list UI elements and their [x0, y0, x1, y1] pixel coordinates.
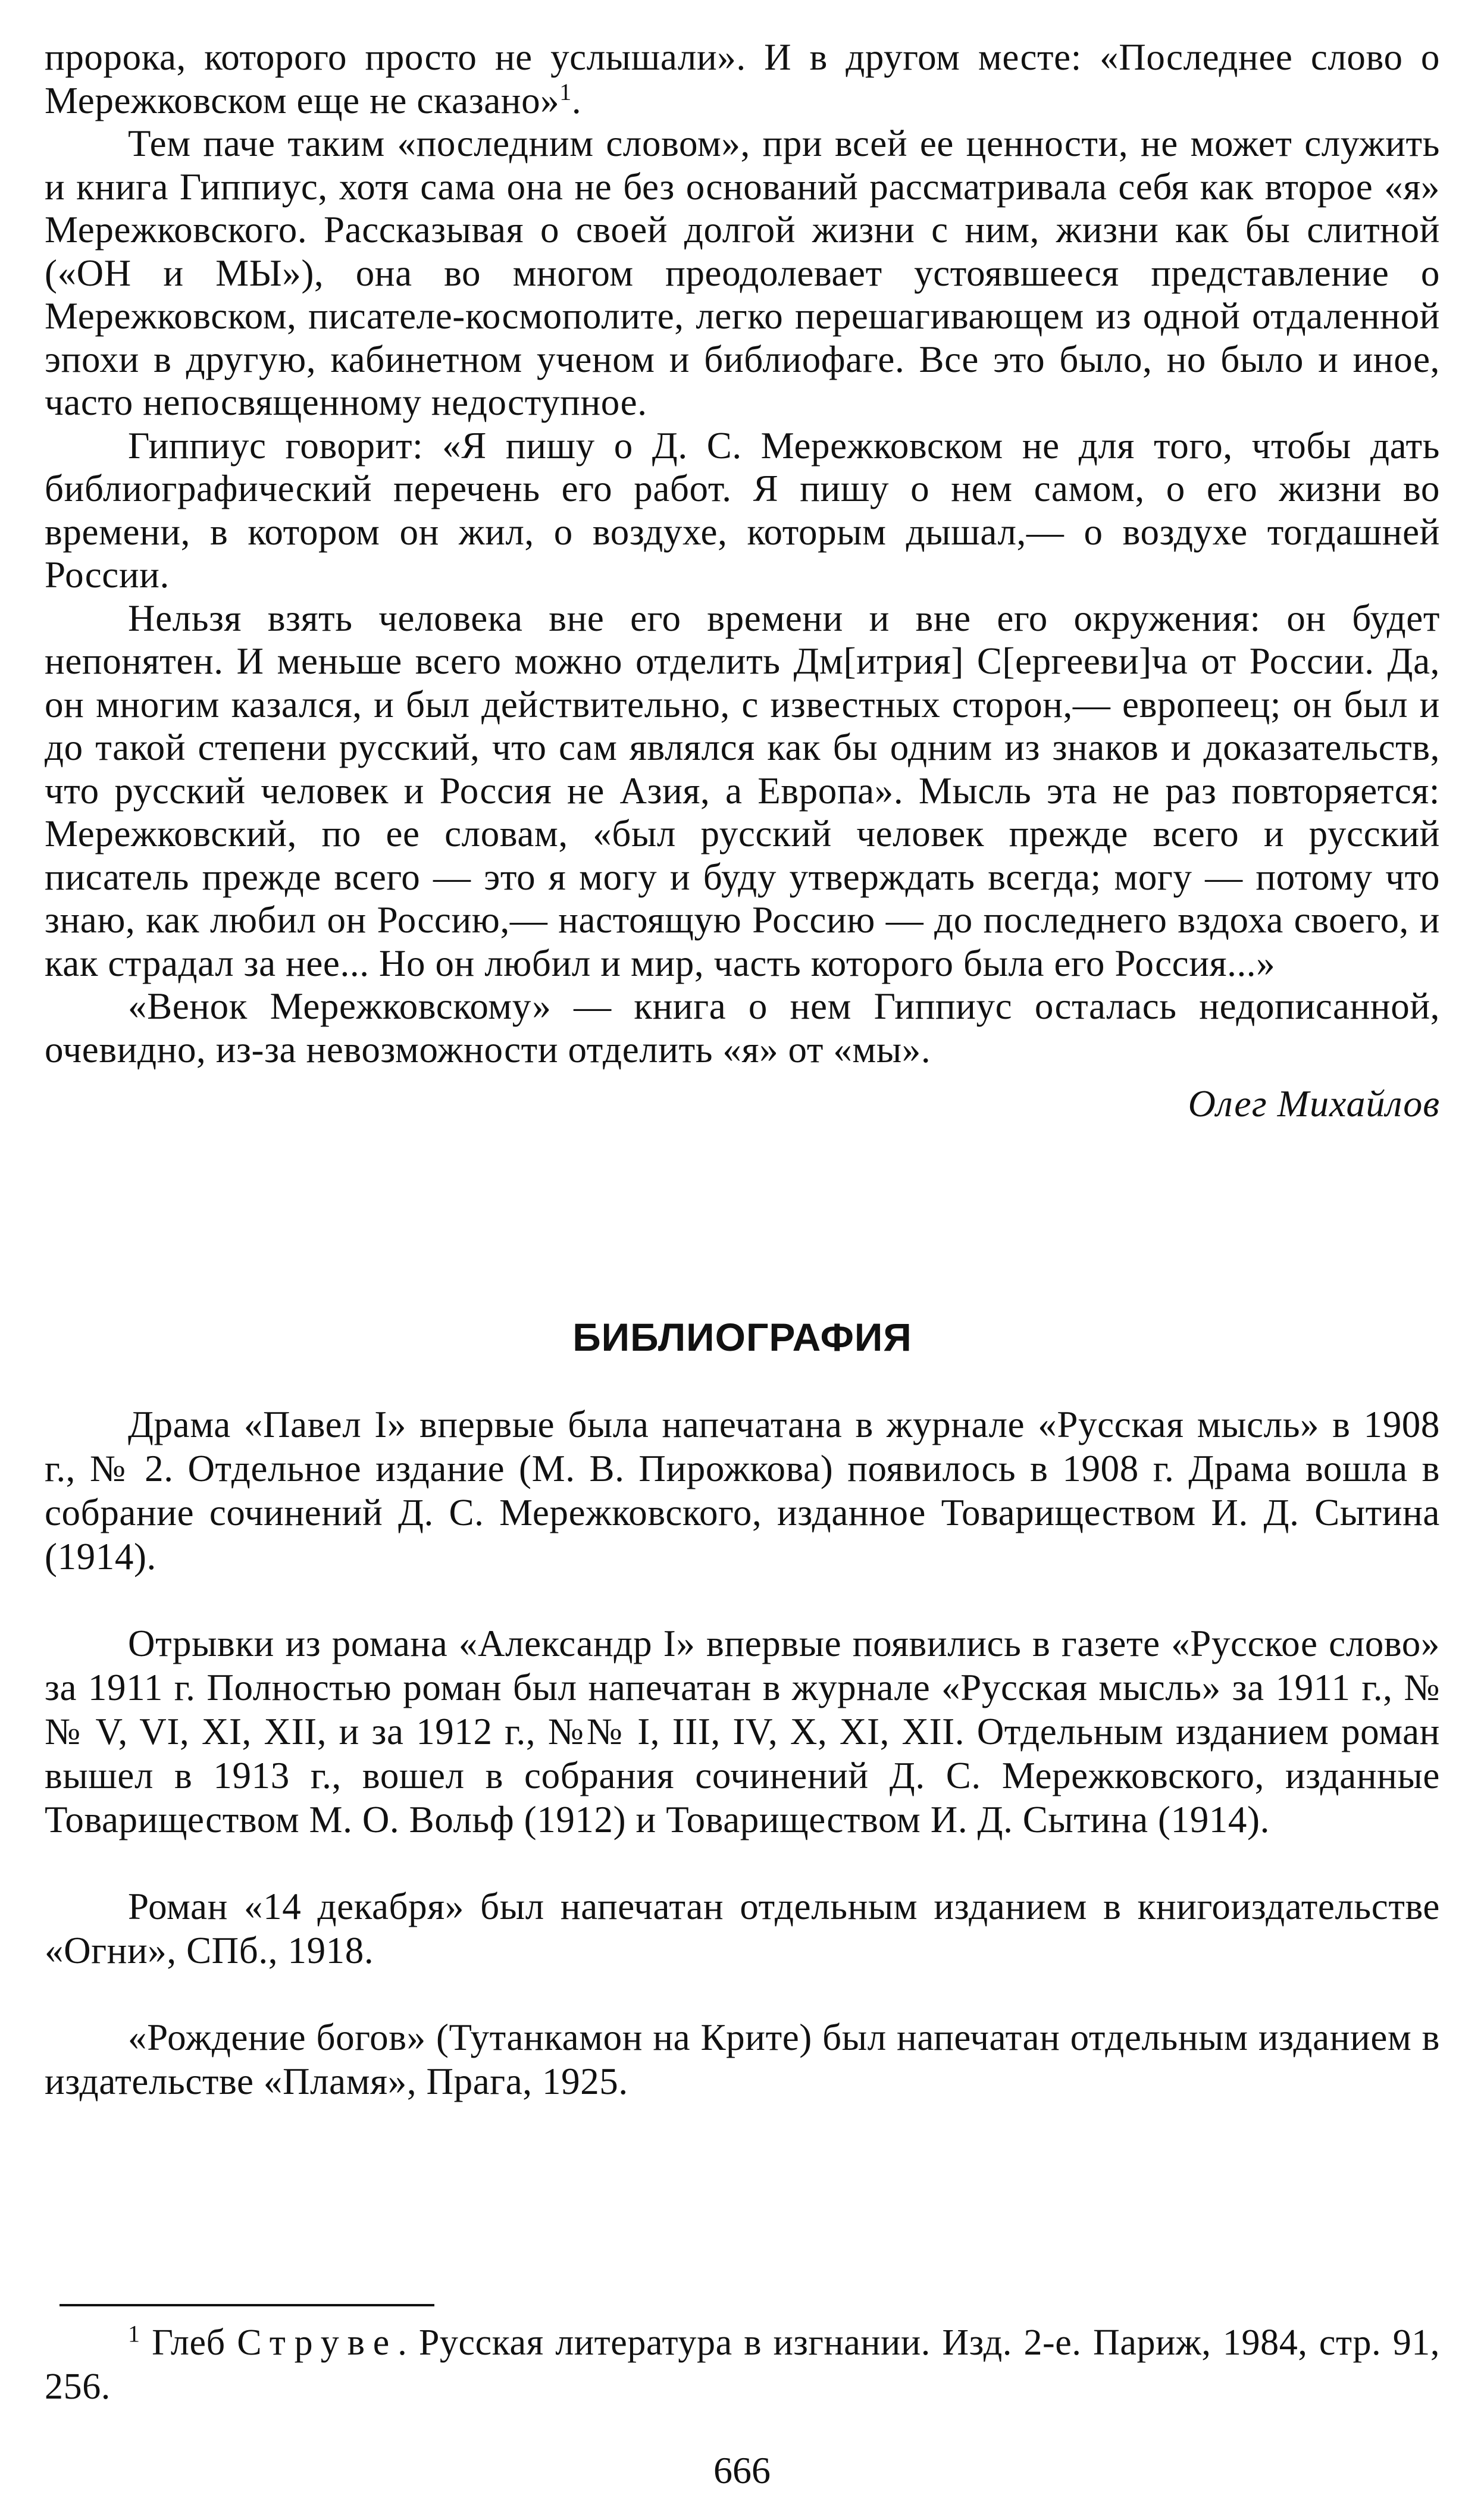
article-paragraph-3: Гиппиус говорит: «Я пишу о Д. С. Мережковском не для того, чтобы дать библиографический перечень его работ. Я пишу о нем самом, о его жизни во времени, в котором он жил, о воздухе, которым дышал,— о воздухе тогдашней России. [45, 424, 1440, 596]
bibliography-entry-pavel: Драма «Павел I» впервые была напечатана в журнале «Русская мысль» в 1908 г., № 2. Отдельное издание (М. В. Пирожкова) появилось в 1908 г. Драма вошла в собрание сочинений Д. С. Мережковского, изданное Товариществом И. Д. Сытина (1914). [45, 1404, 1440, 1577]
footnote-author-surname: Струве [237, 2322, 398, 2363]
footnote [45, 2321, 1440, 2409]
bibliography-entry-alexander: Отрывки из романа «Александр I» впервые появились в газете «Русское слово» за 1911 г. Полностью роман был напечатан в журнале «Русская мысль» за 1911 г., №№ V, VI, XI, XII, и за 1912 г., №№ I, III, IV, X, XI, XII. Отдельным изданием роман вышел в 1913 г., вошел в собрания сочинений Д. С. Мережковского, изданные Товариществом М. О. Вольф (1912) и Товариществом И. Д. Сытина (1914). [45, 1623, 1440, 1840]
footnote-text: . Русская литература в изгнании. Изд. 2-е. Париж, 1984, стр. 91, 256. [45, 2322, 1440, 2407]
bibliography-list [45, 1402, 1440, 2103]
page-body [45, 36, 1440, 2146]
bibliography-heading: БИБЛИОГРАФИЯ [572, 1315, 912, 1359]
article-paragraph-4: Нельзя взять человека вне его времени и вне его окружения: он будет непонятен. И меньше всего можно отделить Дм[итрия] С[ергееви]ча от России. Да, он многим казался, и был действительно, с известных сторон,— европеец; он был и до такой степени русский, что сам являлся как бы одним из знаков и доказательств, что русский человек и Россия не Азия, а Европа». Мысль эта не раз повторяется: Мережковский, по ее словам, «был русский человек прежде всего и русский писатель прежде всего — это я могу и буду утверждать всегда; могу — потому что знаю, как любил он Россию,— настоящую Россию — до последнего вздоха своего, и как страдал за нее... Но он любил и мир, часть которого была его Россия...» [45, 597, 1440, 984]
paragraph-text: пророка, которого просто не услышали». И в другом месте: «Последнее слово о Мережковском еще не сказано» [45, 36, 1440, 121]
footnote-author-first: Глеб [152, 2322, 226, 2363]
article-paragraph-5: «Венок Мережковскому» — книга о нем Гиппиус осталась недописанной, очевидно, из-за невозможности отделить «я» от «мы». [45, 985, 1440, 1070]
article-paragraph-2: Тем паче таким «последним словом», при всей ее ценности, не может служить и книга Гиппиус, хотя сама она не без оснований рассматривала себя как второе «я» Мережковского. Рассказывая о своей долгой жизни с ним, жизни как бы слитной («ОН и МЫ»), она во многом преодолевает устоявшееся представление о Мережковском, писателе-космополите, легко перешагивающем из одной отдаленной эпохи в другую, кабинетном ученом и библиофаге. Все это было, но было и иное, часто непосвященному недоступное. [45, 123, 1440, 423]
footnote-divider [60, 2304, 434, 2306]
footnote-mark: 1 [128, 2320, 140, 2347]
page-number: 666 [713, 2449, 771, 2491]
footnote-reference: 1 [559, 78, 572, 105]
author-signature: Олег Михайлов [1188, 1082, 1440, 1125]
paragraph-tail: . [571, 79, 582, 121]
article-paragraph-1 [45, 36, 1440, 122]
bibliography-entry-december: Роман «14 декабря» был напечатан отдельным изданием в книгоиздательстве «Огни», СПб., 1918. [45, 1886, 1440, 1971]
bibliography-entry-birth-of-gods: «Рождение богов» (Тутанкамон на Крите) был напечатан отдельным изданием в издательстве «Пламя», Прага, 1925. [45, 2017, 1440, 2102]
